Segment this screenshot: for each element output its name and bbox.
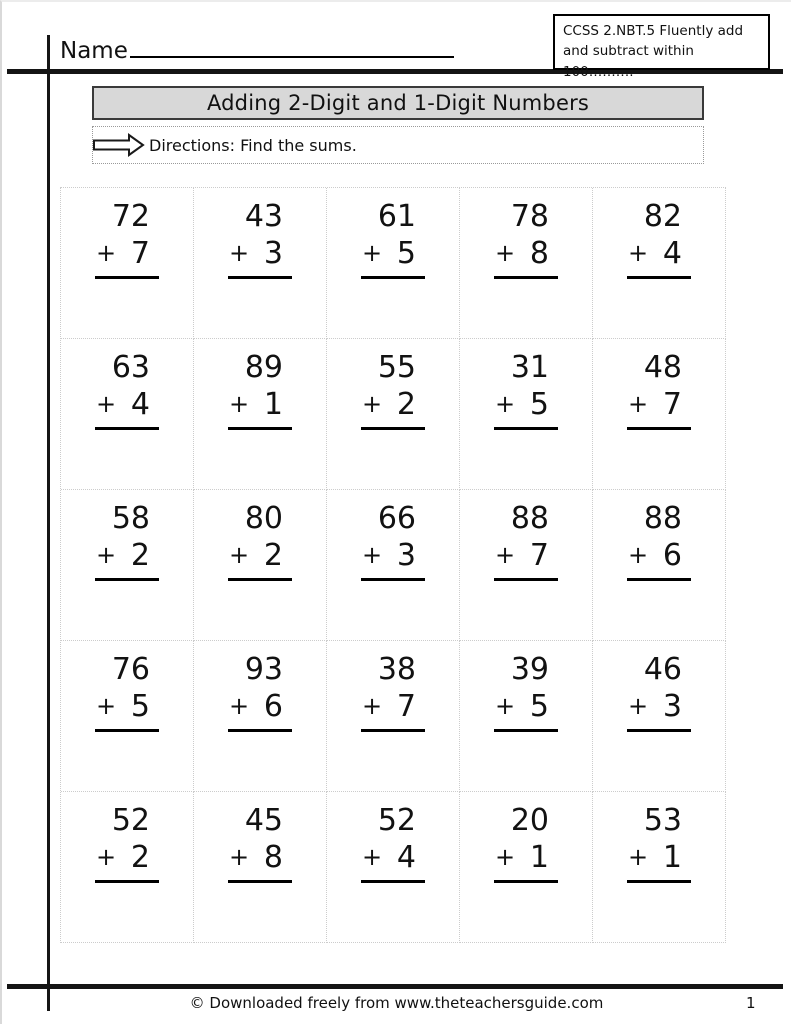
top-addend: 45 (244, 803, 283, 838)
problem-cell-4 (460, 188, 593, 339)
plus-sign: + (362, 843, 383, 872)
addition-problem (494, 803, 558, 883)
bottom-addend-row (228, 236, 292, 280)
addition-problem (228, 652, 292, 732)
addition-problem (627, 803, 691, 883)
addition-problem (95, 199, 159, 279)
top-addend: 61 (377, 199, 416, 234)
name-label: Name (60, 38, 128, 64)
top-addend: 58 (111, 501, 150, 536)
addition-problem (95, 350, 159, 430)
bottom-addend-row (228, 538, 292, 582)
ccss-text: CCSS 2.NBT.5 Fluently add and subtract within 100………. (563, 23, 744, 80)
ccss-standard-box (553, 14, 770, 80)
bottom-addend: 6 (662, 537, 682, 573)
bottom-addend-row (494, 840, 558, 884)
bottom-addend: 5 (130, 688, 150, 724)
plus-sign: + (229, 843, 250, 872)
plus-sign: + (628, 239, 649, 268)
problem-cell-22 (194, 792, 327, 943)
bottom-addend: 2 (263, 537, 283, 573)
addition-problem (494, 501, 558, 581)
bottom-addend-row (95, 689, 159, 733)
problem-cell-15 (593, 490, 726, 641)
top-addend: 88 (510, 501, 549, 536)
problem-cell-17 (194, 641, 327, 792)
problem-cell-10 (593, 339, 726, 490)
plus-sign: + (96, 843, 117, 872)
problem-cell-18 (327, 641, 460, 792)
top-addend: 89 (244, 350, 283, 385)
name-row (60, 32, 454, 64)
top-addend: 82 (643, 199, 682, 234)
addition-problem (361, 350, 425, 430)
problem-cell-2 (194, 188, 327, 339)
problem-cell-25 (593, 792, 726, 943)
addition-problem (494, 199, 558, 279)
bottom-addend-row (361, 387, 425, 431)
top-addend: 20 (510, 803, 549, 838)
bottom-addend: 5 (529, 386, 549, 422)
bottom-addend: 2 (130, 839, 150, 875)
plus-sign: + (362, 541, 383, 570)
top-addend: 39 (510, 652, 549, 687)
plus-sign: + (229, 239, 250, 268)
problem-cell-6 (61, 339, 194, 490)
problem-cell-3 (327, 188, 460, 339)
bottom-addend: 7 (396, 688, 416, 724)
problem-cell-7 (194, 339, 327, 490)
problem-cell-23 (327, 792, 460, 943)
bottom-addend: 4 (396, 839, 416, 875)
bottom-addend-row (95, 538, 159, 582)
bottom-addend: 2 (130, 537, 150, 573)
bottom-addend: 2 (396, 386, 416, 422)
top-addend: 93 (244, 652, 283, 687)
plus-sign: + (362, 692, 383, 721)
bottom-addend-row (95, 387, 159, 431)
bottom-addend-row (627, 840, 691, 884)
footer-credit: © Downloaded freely from www.theteachersguide.com (189, 994, 604, 1012)
addition-problem (361, 803, 425, 883)
top-addend: 52 (111, 803, 150, 838)
addition-problem (228, 199, 292, 279)
problem-cell-13 (327, 490, 460, 641)
problem-cell-14 (460, 490, 593, 641)
top-addend: 38 (377, 652, 416, 687)
bottom-addend: 3 (396, 537, 416, 573)
addition-problem (95, 652, 159, 732)
top-addend: 66 (377, 501, 416, 536)
addition-problem (361, 199, 425, 279)
top-addend: 52 (377, 803, 416, 838)
bottom-addend-row (228, 387, 292, 431)
name-blank-line (130, 32, 454, 58)
addition-problem (228, 350, 292, 430)
plus-sign: + (628, 541, 649, 570)
problem-cell-8 (327, 339, 460, 490)
plus-sign: + (229, 541, 250, 570)
top-addend: 43 (244, 199, 283, 234)
bottom-addend: 1 (662, 839, 682, 875)
problem-cell-5 (593, 188, 726, 339)
problems-grid (60, 187, 726, 943)
bottom-addend-row (228, 840, 292, 884)
plus-sign: + (628, 390, 649, 419)
bottom-addend: 5 (529, 688, 549, 724)
top-addend: 31 (510, 350, 549, 385)
worksheet-title-bar (92, 86, 704, 120)
bottom-addend: 1 (529, 839, 549, 875)
problem-cell-24 (460, 792, 593, 943)
plus-sign: + (495, 541, 516, 570)
addition-problem (627, 652, 691, 732)
plus-sign: + (495, 692, 516, 721)
addition-problem (95, 803, 159, 883)
plus-sign: + (628, 692, 649, 721)
bottom-addend: 4 (130, 386, 150, 422)
right-arrow-icon (93, 132, 145, 158)
problem-cell-21 (61, 792, 194, 943)
problem-cell-11 (61, 490, 194, 641)
bottom-addend: 3 (263, 235, 283, 271)
bottom-addend-row (95, 236, 159, 280)
bottom-addend: 1 (263, 386, 283, 422)
bottom-addend: 6 (263, 688, 283, 724)
bottom-addend-row (627, 689, 691, 733)
bottom-addend: 7 (662, 386, 682, 422)
plus-sign: + (495, 239, 516, 268)
bottom-addend: 8 (529, 235, 549, 271)
footer-rule-line (7, 984, 783, 989)
bottom-addend-row (228, 689, 292, 733)
top-addend: 76 (111, 652, 150, 687)
plus-sign: + (96, 239, 117, 268)
problem-cell-19 (460, 641, 593, 792)
plus-sign: + (495, 843, 516, 872)
bottom-addend-row (627, 236, 691, 280)
bottom-addend-row (361, 538, 425, 582)
bottom-addend-row (361, 236, 425, 280)
top-addend: 78 (510, 199, 549, 234)
margin-vertical-line (47, 35, 50, 1011)
addition-problem (494, 652, 558, 732)
page-title: Adding 2-Digit and 1-Digit Numbers (206, 91, 590, 115)
directions-text: Directions: Find the sums. (149, 135, 357, 155)
bottom-addend-row (627, 538, 691, 582)
addition-problem (361, 501, 425, 581)
bottom-addend: 8 (263, 839, 283, 875)
plus-sign: + (96, 390, 117, 419)
addition-problem (627, 199, 691, 279)
bottom-addend: 3 (662, 688, 682, 724)
addition-problem (627, 350, 691, 430)
bottom-addend: 7 (529, 537, 549, 573)
bottom-addend: 4 (662, 235, 682, 271)
plus-sign: + (495, 390, 516, 419)
bottom-addend-row (627, 387, 691, 431)
plus-sign: + (96, 692, 117, 721)
problem-cell-16 (61, 641, 194, 792)
addition-problem (95, 501, 159, 581)
top-addend: 72 (111, 199, 150, 234)
bottom-addend: 7 (130, 235, 150, 271)
problem-cell-9 (460, 339, 593, 490)
addition-problem (228, 501, 292, 581)
plus-sign: + (362, 239, 383, 268)
bottom-addend-row (494, 689, 558, 733)
directions-box (92, 126, 704, 164)
addition-problem (494, 350, 558, 430)
plus-sign: + (229, 692, 250, 721)
top-addend: 53 (643, 803, 682, 838)
bottom-addend-row (95, 840, 159, 884)
bottom-addend-row (361, 689, 425, 733)
problem-cell-1 (61, 188, 194, 339)
bottom-addend-row (494, 236, 558, 280)
top-addend: 46 (643, 652, 682, 687)
top-addend: 88 (643, 501, 682, 536)
top-addend: 48 (643, 350, 682, 385)
addition-problem (627, 501, 691, 581)
addition-problem (361, 652, 425, 732)
bottom-addend-row (361, 840, 425, 884)
plus-sign: + (628, 843, 649, 872)
plus-sign: + (229, 390, 250, 419)
bottom-addend-row (494, 387, 558, 431)
plus-sign: + (362, 390, 383, 419)
bottom-addend-row (494, 538, 558, 582)
problem-cell-20 (593, 641, 726, 792)
page-number: 1 (746, 994, 756, 1012)
bottom-addend: 5 (396, 235, 416, 271)
plus-sign: + (96, 541, 117, 570)
top-addend: 63 (111, 350, 150, 385)
addition-problem (228, 803, 292, 883)
top-addend: 80 (244, 501, 283, 536)
top-addend: 55 (377, 350, 416, 385)
problem-cell-12 (194, 490, 327, 641)
